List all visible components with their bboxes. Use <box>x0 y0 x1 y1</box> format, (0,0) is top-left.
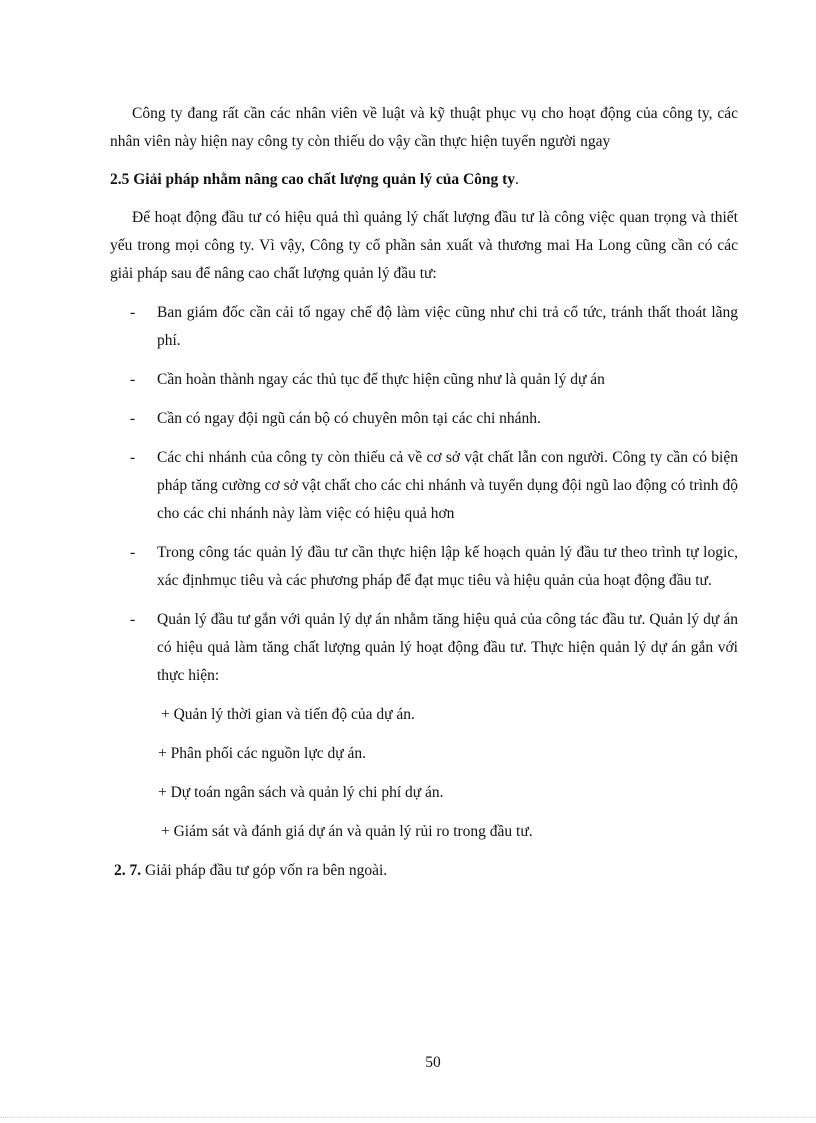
section-number: 2. 7. <box>114 862 142 879</box>
list-item <box>110 366 738 394</box>
page-border <box>0 1117 816 1118</box>
list-item <box>110 606 738 690</box>
list-dash: - <box>130 304 136 321</box>
section-heading-2-7 <box>114 857 738 885</box>
list-dash: - <box>130 410 136 427</box>
list-item-text: Trong công tác quản lý đầu tư cần thực hiện lập kế hoạch quản lý đầu tư theo trình tự logic, xác địnhmục tiêu và các phương pháp để đạt mục tiêu và hiệu quản của hoạt động đầu tư. <box>157 544 738 589</box>
sub-list-item: + Dự toán ngân sách và quản lý chi phí dự án. <box>158 784 444 801</box>
section-title: Giải pháp đầu tư góp vốn ra bên ngoài. <box>145 862 388 879</box>
list-dash: - <box>130 371 136 388</box>
solution-list <box>110 299 738 690</box>
list-dash: - <box>130 544 136 561</box>
project-management-sublist <box>110 701 738 846</box>
page-number: 50 <box>425 1054 441 1071</box>
list-item-text: Cần hoàn thành ngay các thủ tục để thực hiện cũng như là quản lý dự án <box>157 371 605 388</box>
sub-list-item: + Quản lý thời gian và tiến độ của dự án. <box>161 706 415 723</box>
list-item <box>110 444 738 528</box>
sub-list-item: + Giám sát và đánh giá dự án và quản lý rủi ro trong đầu tư. <box>161 823 533 840</box>
main-paragraph: Để hoạt động đầu tư có hiệu quả thì quảng lý chất lượng đầu tư là công việc quan trọng và thiết yếu trong mọi công ty. Vì vậy, Công ty cổ phần sản xuất và thương mai Ha Long cũng cần có các giải pháp sau để nâng cao chất lượng quản lý đầu tư: <box>110 209 738 282</box>
list-dash: - <box>130 449 136 466</box>
list-item-text: Cần có ngay đội ngũ cán bộ có chuyên môn tại các chi nhánh. <box>157 410 541 427</box>
list-dash: - <box>130 611 136 628</box>
list-item <box>110 405 738 433</box>
document-body <box>110 100 738 885</box>
list-item-text: Quản lý đầu tư gắn với quản lý dự án nhằm tăng hiệu quả của công tác đầu tư. Quản lý dự án có hiệu quả làm tăng chất lượng quản lý hoạt động đầu tư. Thực hiện quản lý dự án gắn với thực hiện: <box>157 611 738 684</box>
section-heading-2-5-period: . <box>515 171 519 188</box>
list-item <box>110 539 738 595</box>
section-heading-2-5 <box>110 166 738 194</box>
sub-list-item: + Phân phối các nguồn lực dự án. <box>158 745 367 762</box>
list-item-text: Ban giám đốc cần cải tổ ngay chế độ làm việc cũng như chi trả cổ tức, tránh thất thoát lãng phí. <box>157 304 738 349</box>
intro-paragraph: Công ty đang rất cần các nhân viên về luật và kỹ thuật phục vụ cho hoạt động của công ty, các nhân viên này hiện nay công ty còn thiếu do vậy cần thực hiện tuyển người ngay <box>110 105 738 150</box>
list-item <box>110 299 738 355</box>
section-heading-2-5-title: 2.5 Giải pháp nhằm nâng cao chất lượng quản lý của Công ty <box>110 171 516 188</box>
list-item-text: Các chi nhánh của công ty còn thiếu cả về cơ sở vật chất lẫn con người. Công ty cần có biện pháp tăng cường cơ sở vật chất cho các chi nhánh và tuyển dụng đội ngũ lao động có trình độ cho các chi nhánh này làm việc có hiệu quả hơn <box>157 449 738 522</box>
